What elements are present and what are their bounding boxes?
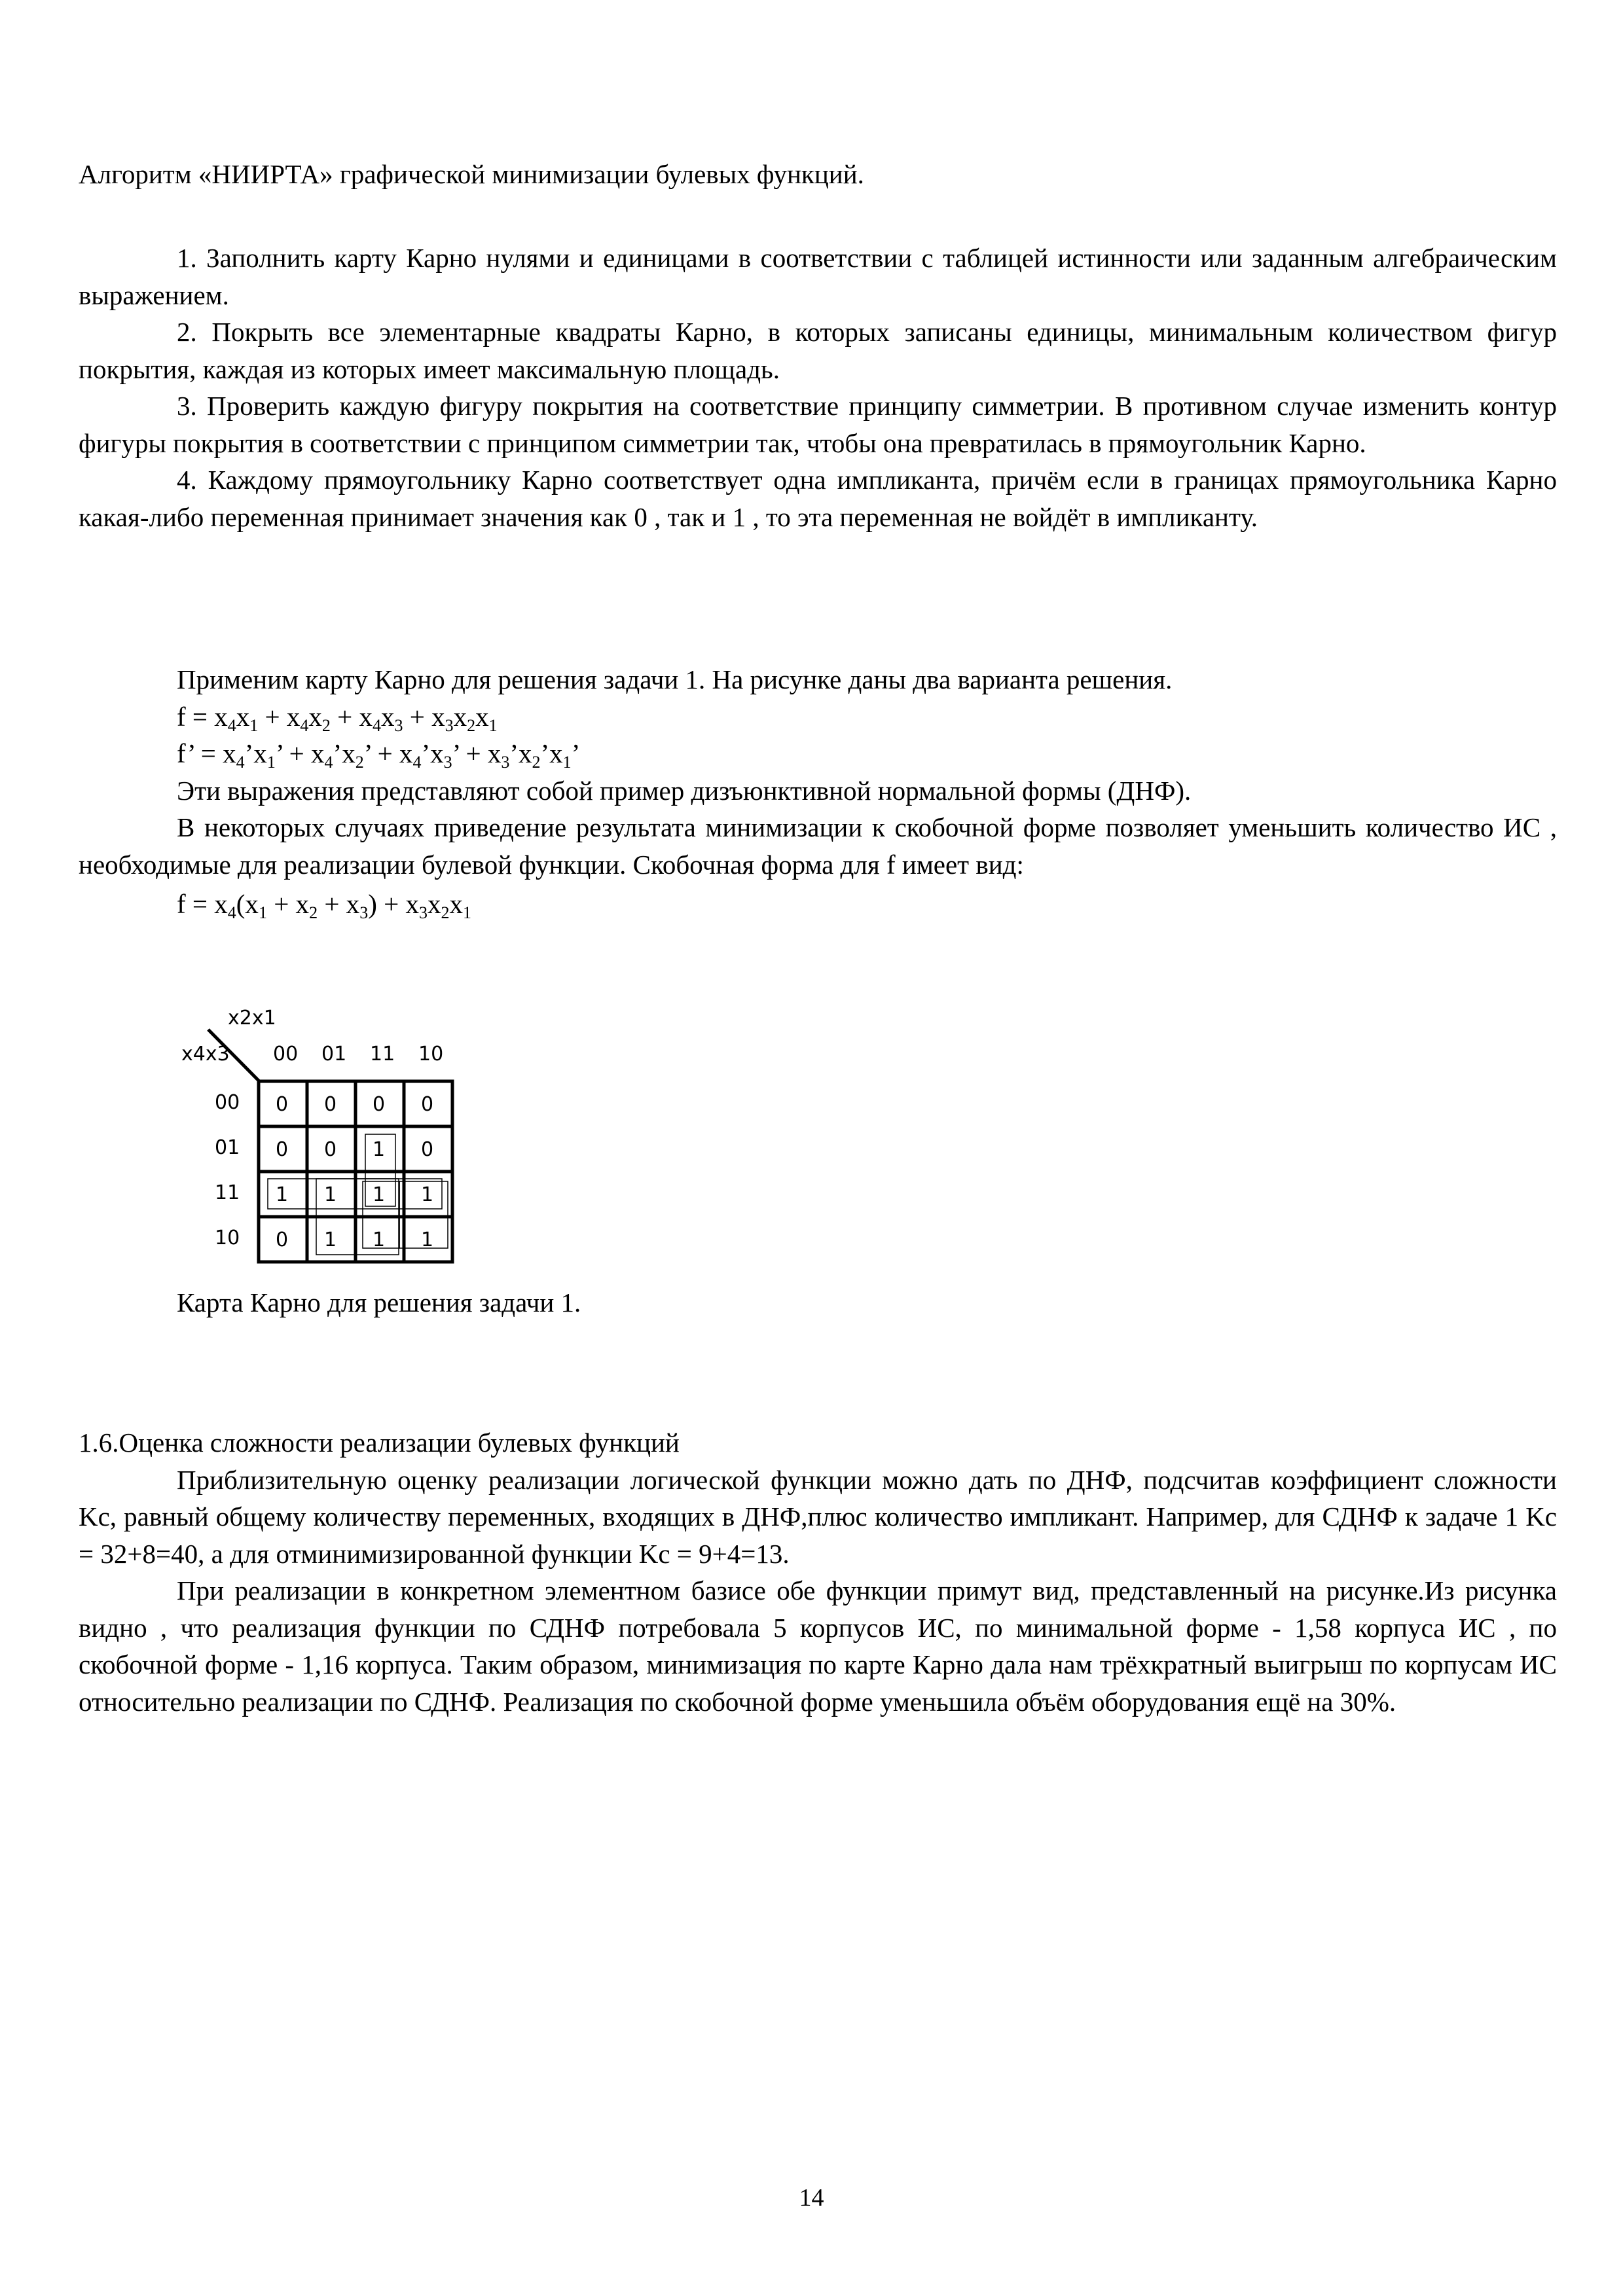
karnaugh-map <box>164 995 491 1283</box>
kmap-cell-value: 1 <box>373 1183 386 1206</box>
kmap-cell-value: 0 <box>276 1138 289 1161</box>
step-2: 2. Покрыть все элементарные квадраты Карно, в которых записаны единицы, минимальным количеством фигур покрытия, каждая из которых имеет максимальную площадь. <box>79 317 1557 384</box>
kmap-cell-value: 0 <box>421 1138 434 1161</box>
step-1: 1. Заполнить карту Карно нулями и единицами в соответствии с таблицей истинности или заданным алгебраическим выражением. <box>79 243 1557 310</box>
kmap-cell-value: 0 <box>324 1093 337 1116</box>
section-paragraph-1: Приблизительную оценку реализации логической функции можно дать по ДНФ, подсчитав коэффициент сложности Kc, равный общему количеству переменных, входящих в ДНФ,плюс количество импликант. Например, для СДНФ к задаче 1 Kc = 32+8=40, а для отминимизированной функции Kc = 9+4=13. <box>79 1464 1557 1569</box>
kmap-cell-value: 0 <box>276 1093 289 1116</box>
kmap-cell-value: 1 <box>324 1183 337 1206</box>
kmap-row-label: 10 <box>215 1227 240 1249</box>
kmap-caption-block <box>79 1284 1557 1321</box>
kmap-cell-value: 0 <box>373 1093 386 1116</box>
kmap-caption: Карта Карно для решения задачи 1. <box>177 1287 581 1318</box>
kmap-col-label: 00 <box>273 1043 299 1066</box>
document-title: Алгоритм «НИИРТА» графической минимизации булевых функций. <box>79 159 864 189</box>
kmap-cell-value: 0 <box>421 1093 434 1116</box>
kmap-col-label: 11 <box>370 1043 395 1066</box>
complexity-section <box>79 1424 1557 1720</box>
apply-text: Применим карту Карно для решения задачи 1. На рисунке даны два варианта решения. <box>177 664 1173 694</box>
kmap-col-label: 01 <box>321 1043 347 1066</box>
kmap-cell-value: 1 <box>421 1229 434 1251</box>
kmap-cell-value: 1 <box>421 1183 434 1206</box>
section-paragraph-2: При реализации в конкретном элементном базисе обе функции примут вид, представленный на рисунке.Из рисунка видно , что реализация функции по СДНФ потребовала 5 корпусов ИС, по минимальной форме - 1,58 корпуса ИС , по скобочной форме - 1,16 корпуса. Таким образом, минимизация по карте Карно дала нам трёхкратный выигрыш по корпусам ИС относительно реализации по СДНФ. Реализация по скобочной форме уменьшила объём оборудования ещё на 30%. <box>79 1575 1557 1717</box>
karnaugh-application <box>79 661 1557 923</box>
kmap-row-label: 01 <box>215 1136 240 1159</box>
kmap-cell-value: 0 <box>324 1138 337 1161</box>
formula-f: $f = x_4x_1 + x_4x_2 + x_4x_3 + x_3x_2x_1$ <box>177 701 498 735</box>
kmap-col-var: x2x1 <box>228 1007 276 1030</box>
formula-f-negated: f’ = $x_4’x_1$’ + $x_4’x_2$’ + $x_4’x_3$’ + $x_3’x_2’x_1$’ <box>177 738 581 772</box>
formula-bracket: $f = x_4(x_1 + x_2 + x_3) + x_3x_2x_1$ <box>177 889 471 922</box>
bracket-text: В некоторых случаях приведение результата минимизации к скобочной форме позволяет уменьшить количество ИС , необходимые для реализации булевой функции. Скобочная форма для f имеет вид: <box>79 812 1557 880</box>
page-number: 14 <box>799 2184 824 2212</box>
kmap-cell-value: 1 <box>324 1229 337 1251</box>
document-title-block <box>79 156 1557 193</box>
dnf-text: Эти выражения представляют собой пример дизъюнктивной нормальной формы (ДНФ). <box>177 775 1192 806</box>
kmap-cell-value: 0 <box>276 1229 289 1251</box>
algorithm-steps <box>79 240 1557 535</box>
kmap-cell-value: 1 <box>373 1138 386 1161</box>
step-4: 4. Каждому прямоугольнику Карно соответствует одна импликанта, причём если в границах прямоугольника Карно какая-либо переменная принимает значения как 0 , так и 1 , то эта переменная не войдёт в импликанту. <box>79 465 1557 532</box>
kmap-cell-value: 1 <box>373 1229 386 1251</box>
kmap-row-var: x4x3 <box>181 1043 230 1066</box>
kmap-col-label: 10 <box>418 1043 444 1066</box>
step-3: 3. Проверить каждую фигуру покрытия на соответствие принципу симметрии. В противном случае изменить контур фигуры покрытия в соответствии с принципом симметрии так, чтобы она превратилась в прямоугольник Карно. <box>79 391 1557 458</box>
kmap-row-label: 00 <box>215 1091 240 1114</box>
kmap-row-label: 11 <box>215 1181 240 1204</box>
section-title: 1.6.Оценка сложности реализации булевых функций <box>79 1427 680 1458</box>
kmap-cell-value: 1 <box>276 1183 289 1206</box>
